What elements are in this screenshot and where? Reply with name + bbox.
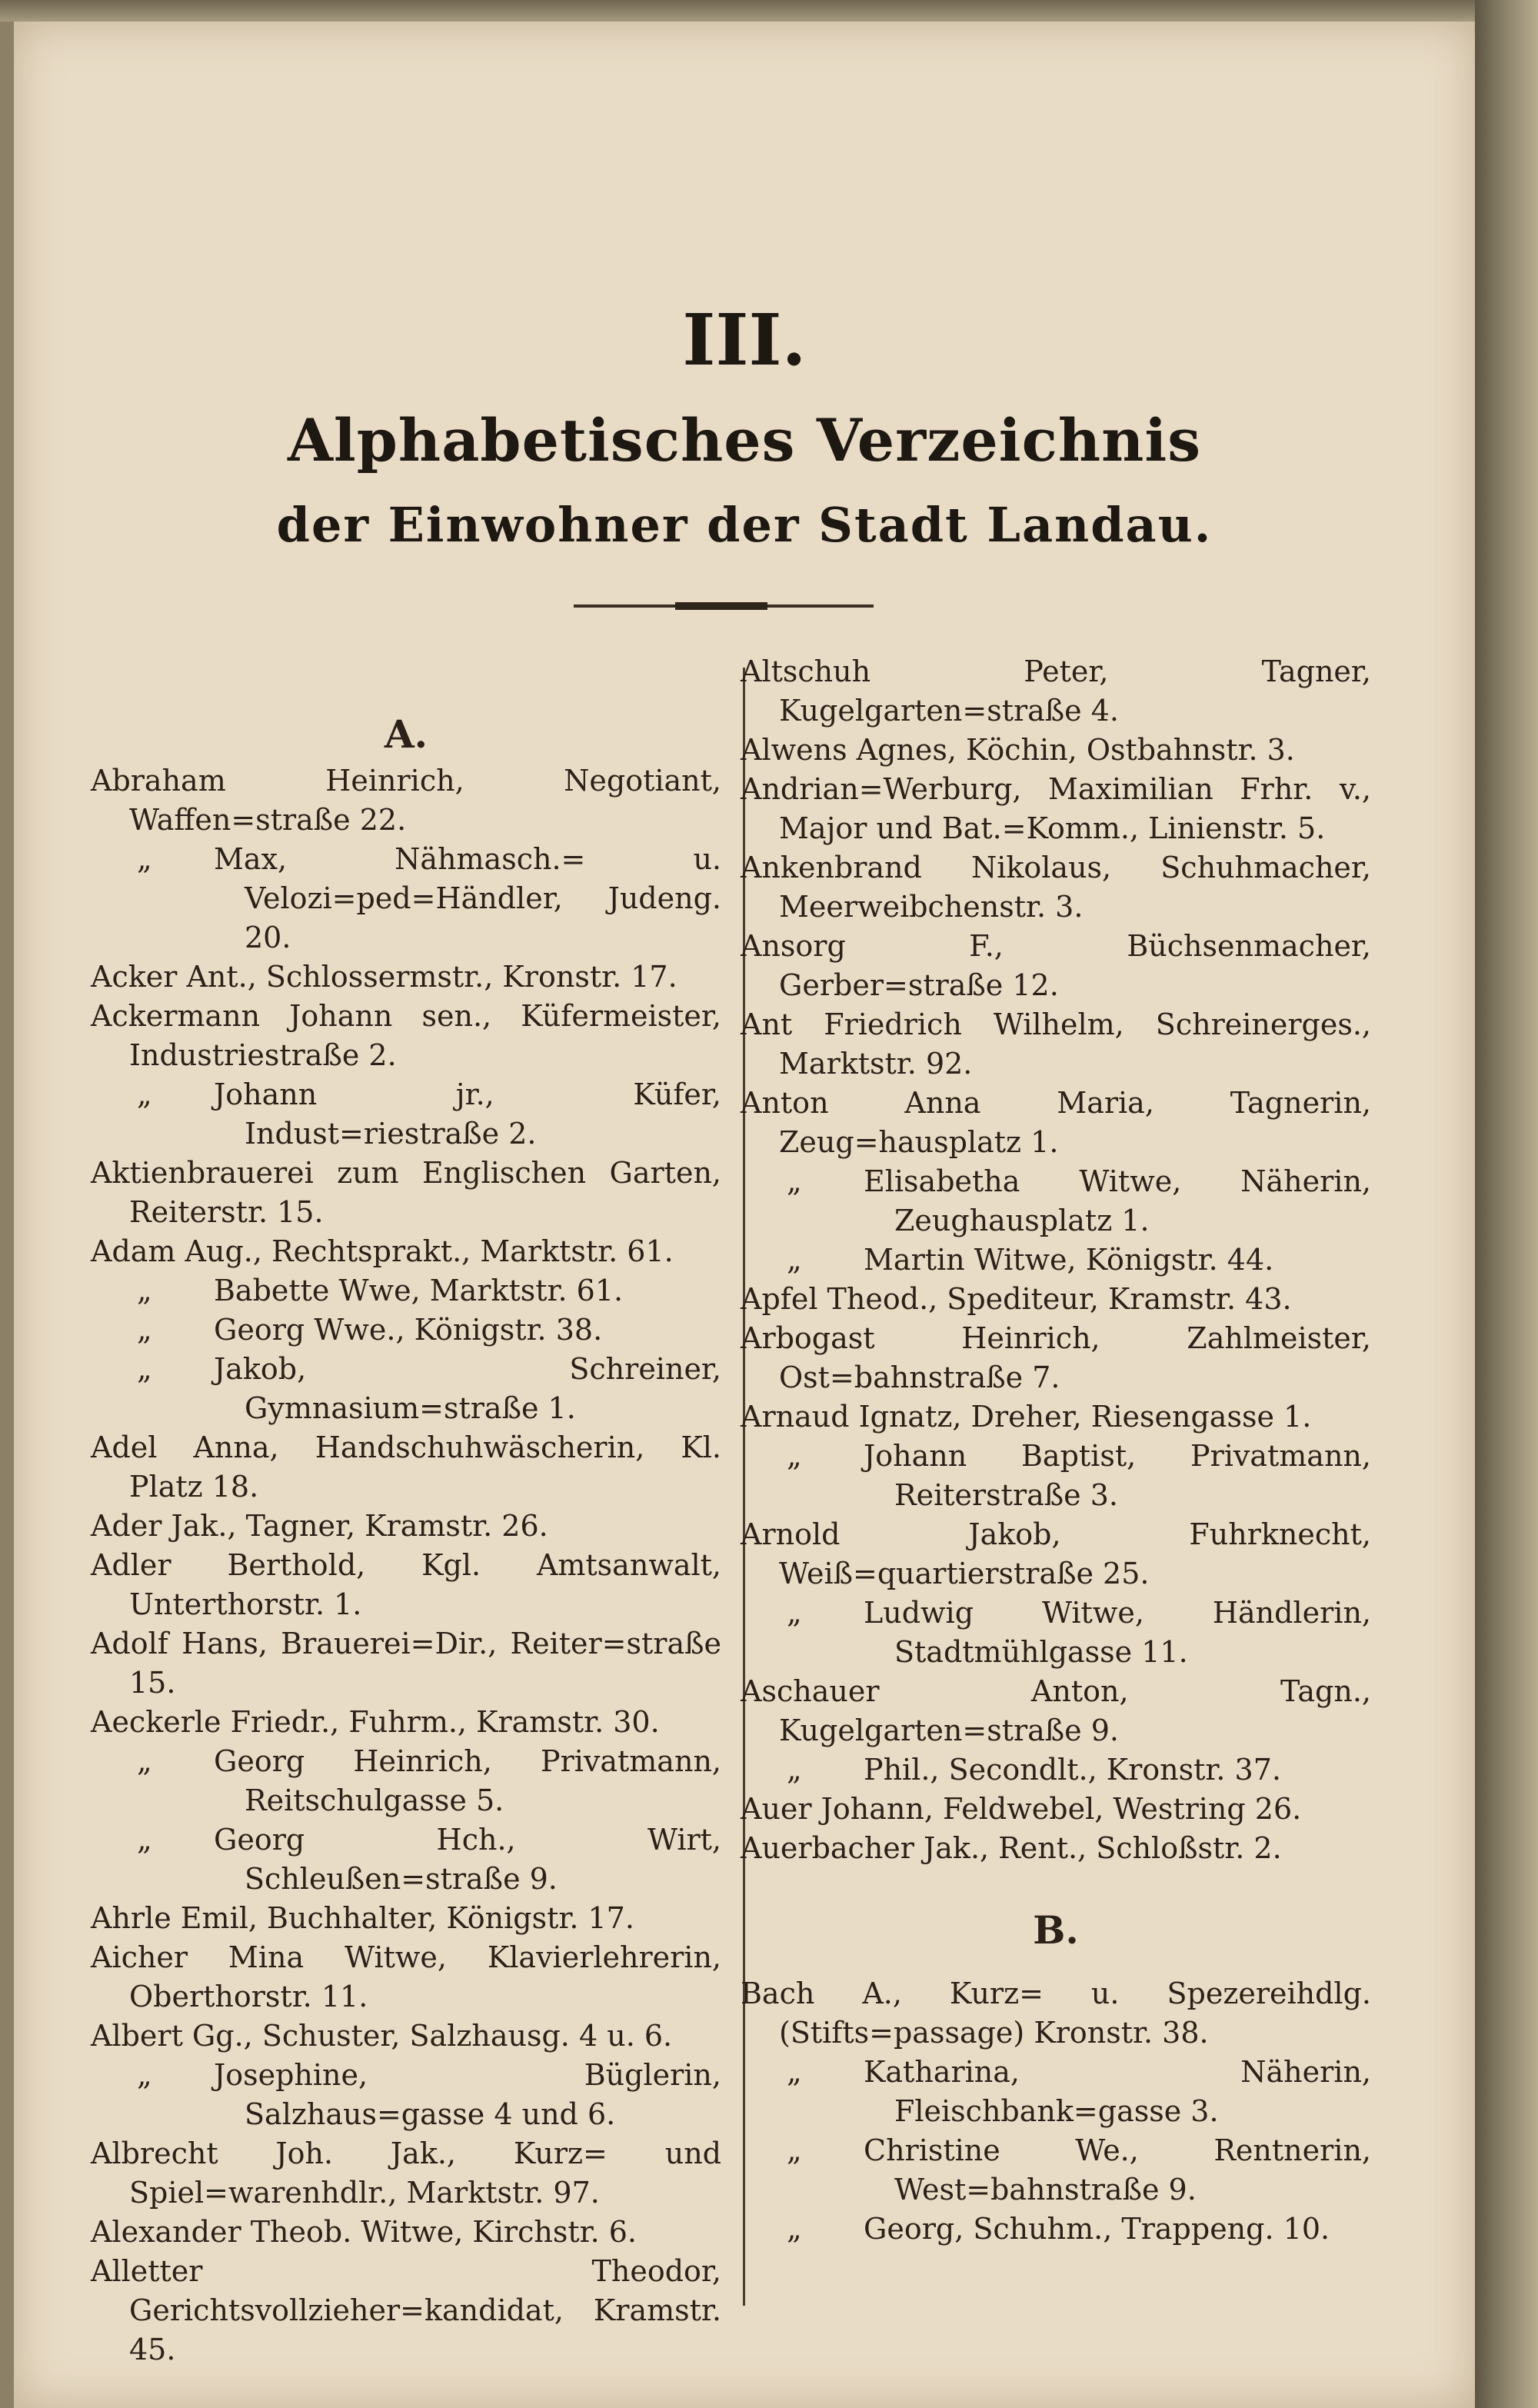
entry-text: Georg, Schuhm., Trappeng. 10.: [864, 2212, 1330, 2246]
list-item: [741, 1162, 1371, 1241]
entry-text: Arnold Jakob, Fuhrknecht, Weiß=quartierstraße 25.: [741, 1517, 1371, 1590]
entry-list-right-b: [741, 1974, 1371, 2249]
ditto-mark: „: [787, 2212, 802, 2246]
entry-text: Albert Gg., Schuster, Salzhausg. 4 u. 6.: [91, 2019, 673, 2053]
entry-text: Max, Nähmasch.= u. Velozi=ped=Händler, Judeng. 20.: [214, 842, 721, 954]
entry-text: Phil., Secondlt., Kronstr. 37.: [864, 1753, 1281, 1787]
entry-text: Johann Baptist, Privatmann, Reiterstraße 3.: [864, 1439, 1371, 1512]
entry-text: Auer Johann, Feldwebel, Westring 26.: [741, 1792, 1302, 1826]
list-item: [741, 652, 1371, 731]
list-item: [741, 1280, 1371, 1319]
entry-text: Adler Berthold, Kgl. Amtsanwalt, Unterthorstr. 1.: [91, 1548, 721, 1621]
list-item: [741, 1319, 1371, 1397]
ditto-mark: „: [137, 842, 152, 876]
entry-text: Georg Wwe., Königstr. 38.: [214, 1313, 603, 1347]
entry-text: Auerbacher Jak., Rent., Schloßstr. 2.: [741, 1831, 1282, 1865]
list-item: [91, 1428, 721, 1507]
list-item: [91, 1507, 721, 1546]
entry-text: Ahrle Emil, Buchhalter, Königstr. 17.: [91, 1901, 634, 1935]
entry-text: Georg Hch., Wirt, Schleußen=straße 9.: [214, 1823, 721, 1896]
entry-text: Abraham Heinrich, Negotiant, Waffen=straße 22.: [91, 764, 721, 837]
entry-text: Aeckerle Friedr., Fuhrm., Kramstr. 30.: [91, 1705, 660, 1739]
title-divider-ornament: [675, 602, 767, 610]
document-page: [14, 22, 1475, 2408]
list-item: [741, 1672, 1371, 1750]
page-subtitle: der Einwohner der Stadt Landau.: [276, 497, 1213, 553]
page-edge-right: [1475, 0, 1538, 2408]
right-column: [741, 652, 1371, 2249]
list-item: [91, 1820, 721, 1899]
list-item: [741, 848, 1371, 927]
ditto-mark: „: [787, 1164, 802, 1198]
ditto-mark: „: [787, 2055, 802, 2089]
entry-text: Aktienbrauerei zum Englischen Garten, Reiterstr. 15.: [91, 1156, 721, 1229]
entry-text: Martin Witwe, Königstr. 44.: [864, 1243, 1274, 1277]
entry-text: Adel Anna, Handschuhwäscherin, Kl. Platz 18.: [91, 1430, 721, 1504]
letter-heading-b: B.: [1033, 1907, 1079, 1953]
list-item: [91, 1271, 721, 1311]
list-item: [91, 2252, 721, 2370]
section-number: III.: [682, 298, 807, 381]
list-item: [91, 2017, 721, 2056]
ditto-mark: „: [787, 1243, 802, 1277]
entry-text: Ader Jak., Tagner, Kramstr. 26.: [91, 1509, 548, 1543]
entry-text: Elisabetha Witwe, Näherin, Zeughausplatz 1.: [864, 1164, 1371, 1237]
letter-heading-a: A.: [384, 711, 428, 757]
list-item: [91, 997, 721, 1075]
entry-list-right-a: [741, 652, 1371, 1868]
list-item: [741, 1437, 1371, 1515]
entry-text: Babette Wwe, Marktstr. 61.: [214, 1274, 624, 1307]
list-item: [741, 1084, 1371, 1162]
list-item: [91, 1703, 721, 1742]
list-item: [741, 1397, 1371, 1437]
list-item: [741, 1974, 1371, 2053]
list-item: [741, 1241, 1371, 1280]
entry-text: Katharina, Näherin, Fleischbank=gasse 3.: [864, 2055, 1371, 2128]
list-item: [91, 1311, 721, 1350]
list-item: [91, 958, 721, 997]
list-item: [741, 1005, 1371, 1084]
list-item: [741, 2053, 1371, 2131]
entry-list-left: [91, 761, 721, 2370]
list-item: [741, 1594, 1371, 1672]
list-item: [741, 2131, 1371, 2210]
list-item: [91, 1899, 721, 1938]
ditto-mark: „: [787, 1753, 802, 1787]
entry-text: Christine We., Rentnerin, West=bahnstraße 9.: [864, 2133, 1371, 2207]
list-item: [91, 1624, 721, 1703]
list-item: [91, 1546, 721, 1624]
entry-text: Arnaud Ignatz, Dreher, Riesengasse 1.: [741, 1400, 1312, 1434]
entry-text: Andrian=Werburg, Maximilian Frhr. v., Major und Bat.=Komm., Linienstr. 5.: [741, 772, 1371, 845]
list-item: [91, 1350, 721, 1428]
list-item: [741, 927, 1371, 1005]
entry-text: Josephine, Büglerin, Salzhaus=gasse 4 und 6.: [214, 2058, 721, 2131]
entry-text: Arbogast Heinrich, Zahlmeister, Ost=bahnstraße 7.: [741, 1321, 1371, 1394]
ditto-mark: „: [137, 1274, 152, 1307]
list-item: [741, 1790, 1371, 1829]
list-item: [91, 840, 721, 958]
list-item: [91, 1154, 721, 1232]
entry-text: Ansorg F., Büchsenmacher, Gerber=straße 12.: [741, 929, 1371, 1002]
entry-text: Albrecht Joh. Jak., Kurz= und Spiel=warenhdlr., Marktstr. 97.: [91, 2137, 721, 2210]
ditto-mark: „: [787, 2133, 802, 2167]
list-item: [91, 1938, 721, 2017]
entry-text: Ankenbrand Nikolaus, Schuhmacher, Meerweibchenstr. 3.: [741, 851, 1371, 924]
page-edge-top: [0, 0, 1475, 22]
list-item: [91, 2213, 721, 2252]
entry-text: Johann jr., Küfer, Indust=riestraße 2.: [214, 1077, 721, 1151]
entry-text: Alwens Agnes, Köchin, Ostbahnstr. 3.: [741, 733, 1295, 767]
list-item: [741, 1829, 1371, 1868]
ditto-mark: „: [787, 1596, 802, 1630]
entry-text: Ant Friedrich Wilhelm, Schreinerges., Marktstr. 92.: [741, 1007, 1371, 1081]
entry-text: Alexander Theob. Witwe, Kirchstr. 6.: [91, 2215, 637, 2249]
entry-text: Altschuh Peter, Tagner, Kugelgarten=straße 4.: [741, 654, 1371, 728]
list-item: [91, 1742, 721, 1820]
list-item: [91, 1075, 721, 1154]
entry-text: Ackermann Johann sen., Küfermeister, Industriestraße 2.: [91, 999, 721, 1072]
entry-text: Adolf Hans, Brauerei=Dir., Reiter=straße 15.: [91, 1627, 721, 1700]
ditto-mark: „: [137, 1077, 152, 1111]
entry-text: Aschauer Anton, Tagn., Kugelgarten=straße 9.: [741, 1674, 1371, 1747]
ditto-mark: „: [137, 1744, 152, 1778]
entry-text: Ludwig Witwe, Händlerin, Stadtmühlgasse 11.: [864, 1596, 1371, 1669]
entry-text: Bach A., Kurz= u. Spezereihdlg. (Stifts=passage) Kronstr. 38.: [741, 1977, 1371, 2050]
ditto-mark: „: [137, 1352, 152, 1386]
list-item: [741, 2210, 1371, 2249]
list-item: [91, 1232, 721, 1271]
list-item: [741, 731, 1371, 770]
left-column: [91, 652, 721, 2370]
entry-text: Aicher Mina Witwe, Klavierlehrerin, Oberthorstr. 11.: [91, 1940, 721, 2013]
entry-text: Alletter Theodor, Gerichtsvollzieher=kandidat, Kramstr. 45.: [91, 2254, 721, 2366]
entry-text: Anton Anna Maria, Tagnerin, Zeug=hausplatz 1.: [741, 1086, 1371, 1159]
ditto-mark: „: [137, 1313, 152, 1347]
entry-text: Acker Ant., Schlossermstr., Kronstr. 17.: [91, 960, 677, 994]
list-item: [741, 770, 1371, 848]
list-item: [91, 2056, 721, 2134]
entry-text: Adam Aug., Rechtsprakt., Marktstr. 61.: [91, 1234, 674, 1268]
list-item: [91, 2134, 721, 2213]
entry-text: Georg Heinrich, Privatmann, Reitschulgasse 5.: [214, 1744, 721, 1817]
list-item: [741, 1750, 1371, 1790]
ditto-mark: „: [787, 1439, 802, 1473]
entry-text: Apfel Theod., Spediteur, Kramstr. 43.: [741, 1282, 1292, 1316]
list-item: [91, 761, 721, 840]
entry-text: Jakob, Schreiner, Gymnasium=straße 1.: [214, 1352, 721, 1425]
ditto-mark: „: [137, 1823, 152, 1857]
ditto-mark: „: [137, 2058, 152, 2092]
list-item: [741, 1515, 1371, 1594]
page-title: Alphabetisches Verzeichnis: [287, 406, 1202, 475]
